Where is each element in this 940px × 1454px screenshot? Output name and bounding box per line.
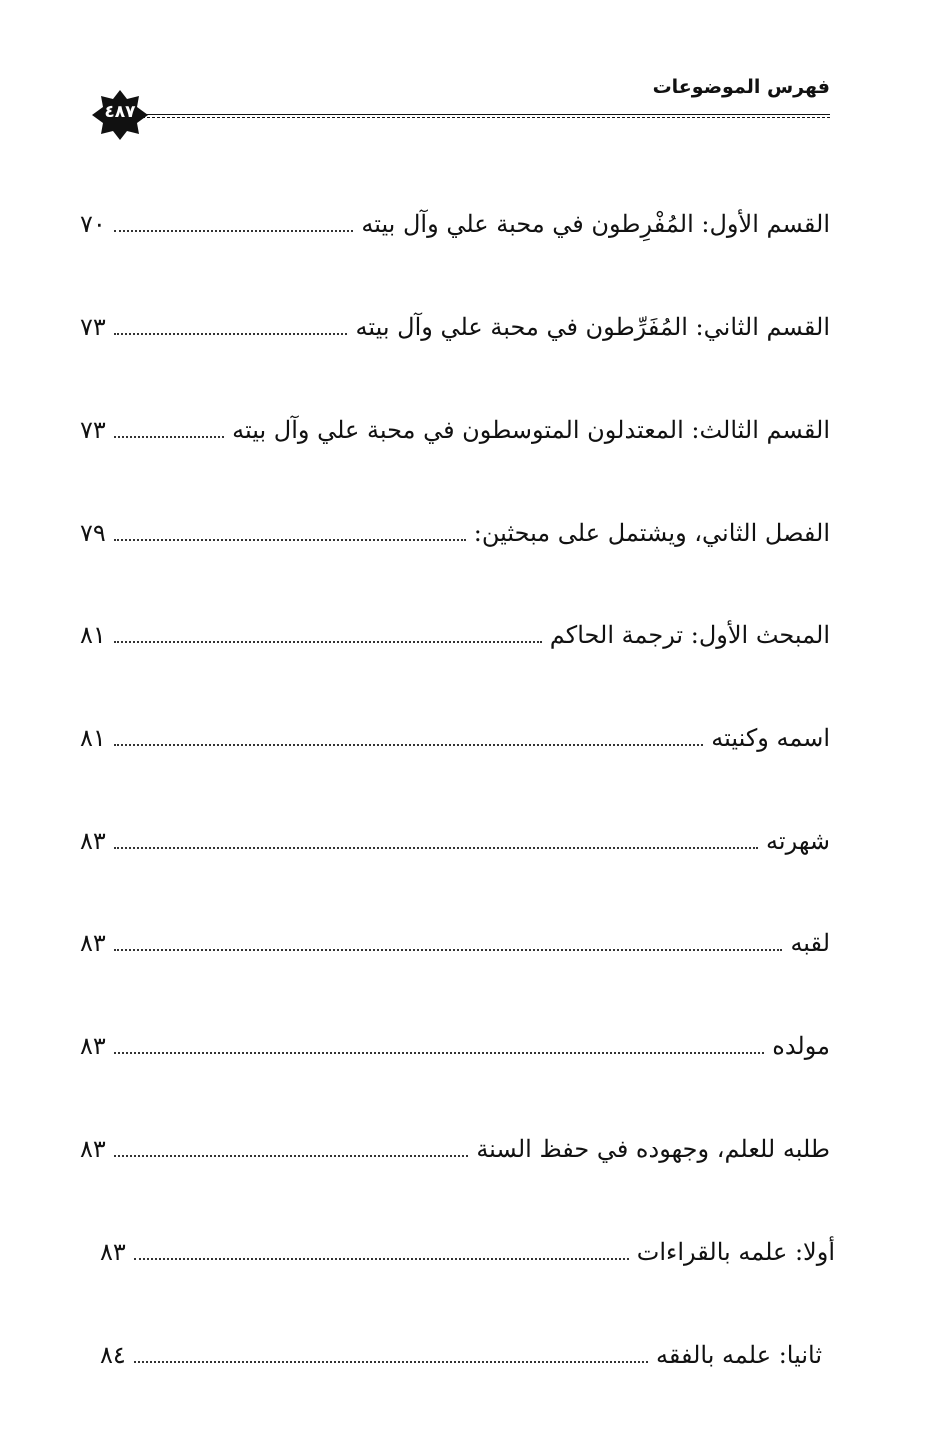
entry-page-number: ٨٣ <box>80 1032 106 1060</box>
toc-entry[interactable] <box>80 1135 830 1195</box>
toc-entry[interactable] <box>80 1032 830 1092</box>
entry-title: أولا: علمه بالقراءات <box>636 1238 835 1266</box>
entry-page-number: ٨٣ <box>80 827 106 855</box>
entry-title: شهرته <box>766 827 830 855</box>
dot-leader <box>114 948 783 951</box>
dot-leader <box>114 538 466 541</box>
entry-title: لقبه <box>790 929 830 957</box>
toc-entry[interactable] <box>80 416 830 476</box>
entry-title: القسم الثالث: المعتدلون المتوسطون في محبة علي وآل بيته <box>232 416 830 444</box>
dot-leader <box>114 435 224 438</box>
entry-title: القسم الثاني: المُفَرِّطون في محبة علي وآل بيته <box>355 313 830 341</box>
dot-leader <box>134 1257 629 1260</box>
entry-title: اسمه وكنيته <box>711 724 830 752</box>
entry-page-number: ٨٤ <box>100 1341 126 1369</box>
toc-entry[interactable] <box>100 1341 822 1401</box>
entry-page-number: ٧٠ <box>80 210 106 238</box>
entry-page-number: ٧٣ <box>80 416 106 444</box>
entry-page-number: ٨٣ <box>80 1135 106 1163</box>
page-header <box>90 70 830 140</box>
toc-entry[interactable] <box>80 313 830 373</box>
entry-page-number: ٨٣ <box>100 1238 126 1266</box>
dot-leader <box>114 1154 469 1157</box>
dot-leader <box>114 1051 764 1054</box>
toc-entry[interactable] <box>80 621 830 681</box>
header-rule <box>142 114 830 118</box>
entry-page-number: ٨٣ <box>80 929 106 957</box>
running-title: فهرس الموضوعات <box>652 76 830 98</box>
toc-entry[interactable] <box>80 724 830 784</box>
entry-title: المبحث الأول: ترجمة الحاكم <box>549 621 830 649</box>
toc-entry[interactable] <box>80 929 830 989</box>
dot-leader <box>114 743 703 746</box>
page-number: ٤٨٧ <box>104 102 136 122</box>
entry-title: الفصل الثاني، ويشتمل على مبحثين: <box>473 519 830 547</box>
dot-leader <box>114 846 758 849</box>
toc-entry[interactable] <box>80 827 830 887</box>
entry-title: ثانيا: علمه بالفقه <box>655 1341 822 1369</box>
dot-leader <box>114 640 542 643</box>
entry-page-number: ٧٣ <box>80 313 106 341</box>
entry-title: طلبه للعلم، وجهوده في حفظ السنة <box>476 1135 830 1163</box>
dot-leader <box>114 332 348 335</box>
entry-page-number: ٧٩ <box>80 519 106 547</box>
entry-page-number: ٨١ <box>80 621 106 649</box>
toc-entry[interactable] <box>80 210 830 270</box>
entry-page-number: ٨١ <box>80 724 106 752</box>
entry-title: القسم الأول: المُفْرِطون في محبة علي وآل بيته <box>361 210 830 238</box>
dot-leader <box>114 229 354 232</box>
page-number-badge <box>92 90 148 140</box>
dot-leader <box>134 1360 648 1363</box>
toc-entry[interactable] <box>100 1238 835 1298</box>
toc-entry[interactable] <box>80 519 830 579</box>
entry-title: مولده <box>772 1032 830 1060</box>
